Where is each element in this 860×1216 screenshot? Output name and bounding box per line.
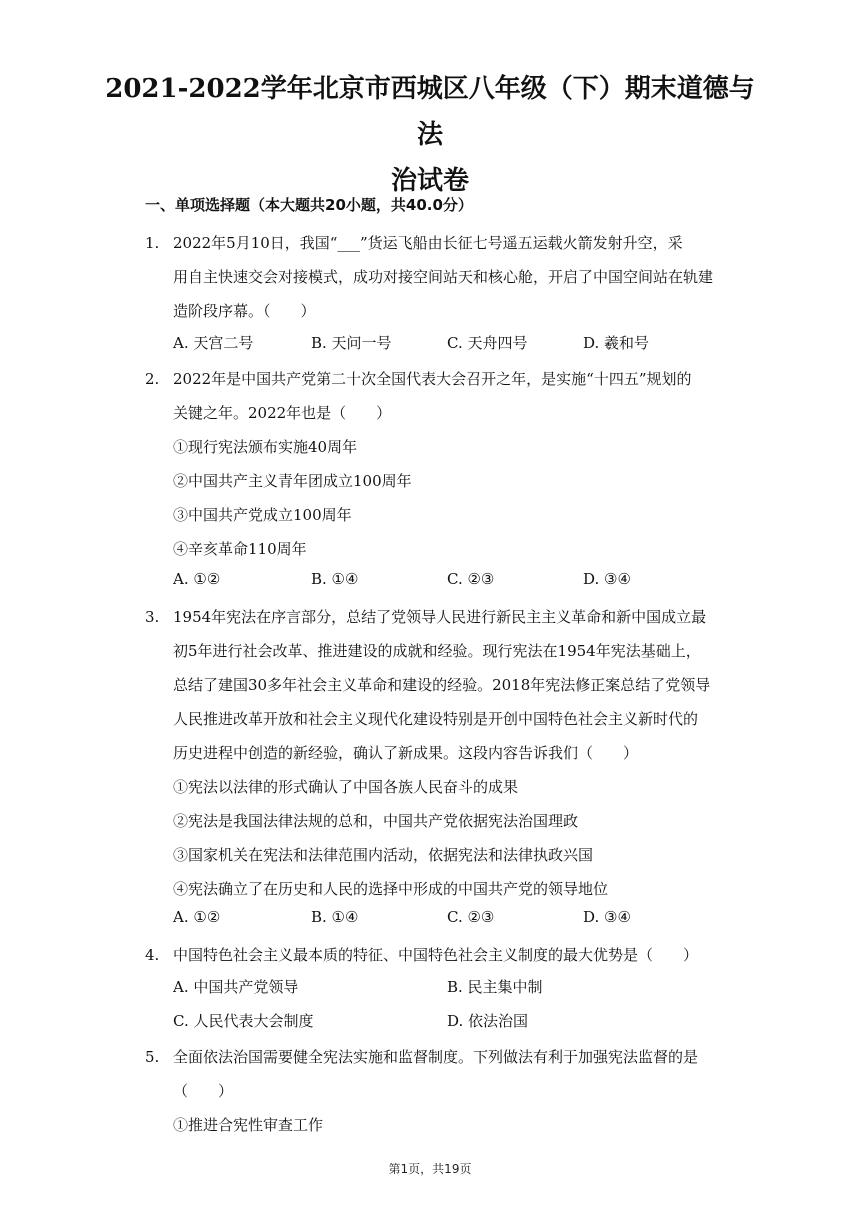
statement-1: ①现行宪法颁布实施40周年: [173, 438, 358, 456]
option-c[interactable]: C. 天舟四号: [447, 334, 528, 352]
statement-3: ③国家机关在宪法和法律范围内活动，依据宪法和法律执政兴国: [173, 846, 594, 864]
question-text-line: 全面依法治国需要健全宪法实施和监督制度。下列做法有利于加强宪法监督的是: [173, 1048, 699, 1066]
statement-4: ④辛亥革命110周年: [173, 540, 307, 558]
option-c[interactable]: C. ②③: [447, 570, 495, 588]
option-a[interactable]: A. ①②: [173, 570, 221, 588]
option-b[interactable]: B. ①④: [311, 570, 359, 588]
question-text-line: 初5年进行社会改革、推进建设的成就和经验。现行宪法在1954年宪法基础上，: [173, 642, 701, 660]
option-b[interactable]: B. 天问一号: [311, 334, 392, 352]
question-text-line: 总结了建国30多年社会主义革命和建设的经验。2018年宪法修正案总结了党领导: [173, 676, 711, 694]
question-text-line: 中国特色社会主义最本质的特征、中国特色社会主义制度的最大优势是（ ）: [173, 946, 699, 964]
question-number: 4.: [145, 946, 160, 964]
question-text-line: 1954年宪法在序言部分，总结了党领导人民进行新民主主义革命和新中国成立最: [173, 608, 707, 626]
option-a[interactable]: A. 天宫二号: [173, 334, 254, 352]
option-a[interactable]: A. 中国共产党领导: [173, 978, 299, 996]
option-b[interactable]: B. ①④: [311, 908, 359, 926]
question-text-line: 2022年5月10日，我国“___”货运飞船由长征七号遥五运载火箭发射升空，采: [173, 234, 683, 252]
option-d[interactable]: D. 羲和号: [583, 334, 650, 352]
question-text-line: 造阶段序幕。（ ）: [173, 302, 316, 320]
question-text-line: 2022年是中国共产党第二十次全国代表大会召开之年，是实施“十四五”规划的: [173, 370, 692, 388]
title-line-1: 2021-2022学年北京市西城区八年级（下）期末道德与法: [105, 74, 755, 150]
question-text-line: 用自主快速交会对接模式，成功对接空间站天和核心舱，开启了中国空间站在轨建: [173, 268, 714, 286]
statement-2: ②中国共产主义青年团成立100周年: [173, 472, 412, 490]
option-c[interactable]: C. 人民代表大会制度: [173, 1012, 314, 1030]
option-b[interactable]: B. 民主集中制: [447, 978, 543, 996]
statement-3: ③中国共产党成立100周年: [173, 506, 352, 524]
option-d[interactable]: D. 依法治国: [447, 1012, 529, 1030]
title-line-2: 治试卷: [390, 166, 469, 196]
question-number: 3.: [145, 608, 160, 626]
question-text-line: 人民推进改革开放和社会主义现代化建设特别是开创中国特色社会主义新时代的: [173, 710, 699, 728]
question-text-line: 历史进程中创造的新经验，确认了新成果。这段内容告诉我们（ ）: [173, 744, 639, 762]
exam-title: [100, 66, 760, 204]
question-text-line: （ ）: [173, 1082, 234, 1100]
page-footer: 第1页，共19页: [388, 1162, 472, 1176]
option-a[interactable]: A. ①②: [173, 908, 221, 926]
statement-2: ②宪法是我国法律法规的总和，中国共产党依据宪法治国理政: [173, 812, 579, 830]
option-d[interactable]: D. ③④: [583, 570, 631, 588]
statement-1: ①宪法以法律的形式确认了中国各族人民奋斗的成果: [173, 778, 519, 796]
question-text-line: 关键之年。2022年也是（ ）: [173, 404, 392, 422]
question-number: 1.: [145, 234, 160, 252]
option-c[interactable]: C. ②③: [447, 908, 495, 926]
question-number: 5.: [145, 1048, 160, 1066]
statement-1: ①推进合宪性审查工作: [173, 1116, 324, 1134]
option-d[interactable]: D. ③④: [583, 908, 631, 926]
question-number: 2.: [145, 370, 160, 388]
section-heading: 一、单项选择题（本大题共20小题，共40.0分）: [145, 196, 473, 214]
statement-4: ④宪法确立了在历史和人民的选择中形成的中国共产党的领导地位: [173, 880, 609, 898]
